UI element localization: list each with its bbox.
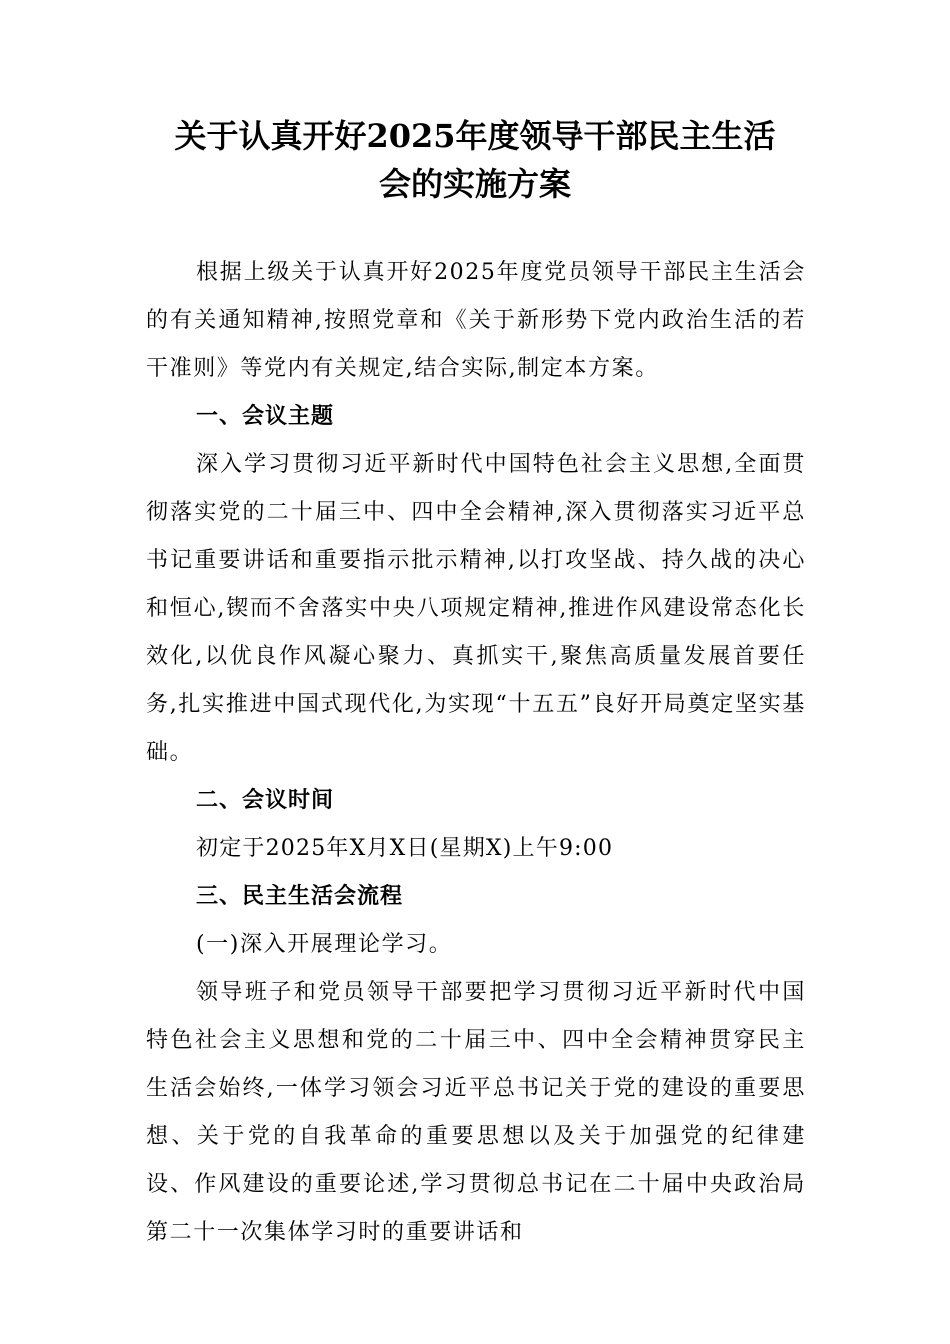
title-line-2: 会的实施方案 [378, 165, 571, 203]
section-3-heading: 三、民主生活会流程 [196, 884, 404, 909]
section-2-heading: 二、会议时间 [196, 788, 335, 813]
section-3-sub-1-paragraph: 领导班子和党员领导干部要把学习贯彻习近平新时代中国特色社会主义思想和党的二十届三中、四中全会精神贯穿民主生活会始终,一体学习领会习近平总书记关于党的建设的重要思想、关于党的自我革命的重要思想以及关于加强党的纪律建设、作风建设的重要论述,学习贯彻总书记在二十届中央政治局第二十一次集体学习时的重要讲话和 [146, 980, 806, 1245]
document-body [146, 249, 806, 1257]
section-1-heading: 一、会议主题 [196, 404, 335, 429]
section-3-subheading-1: (一)深入开展理论学习。 [196, 932, 453, 957]
section-2-paragraph: 初定于2025年X月X日(星期X)上午9:00 [196, 836, 614, 861]
intro-paragraph: 根据上级关于认真开好2025年度党员领导干部民主生活会的有关通知精神,按照党章和《关于新形势下党内政治生活的若干准则》等党内有关规定,结合实际,制定本方案。 [146, 260, 806, 381]
title-line-1: 关于认真开好2025年度领导干部民主生活 [174, 117, 776, 155]
section-1-paragraph: 深入学习贯彻习近平新时代中国特色社会主义思想,全面贯彻落实党的二十届三中、四中全会精神,深入贯彻落实习近平总书记重要讲话和重要指示批示精神,以打攻坚战、持久战的决心和恒心,锲而不舍落实中央八项规定精神,推进作风建设常态化长效化,以优良作风凝心聚力、真抓实干,聚焦高质量发展首要任务,扎实推进中国式现代化,为实现“十五五”良好开局奠定坚实基础。 [146, 452, 806, 765]
document-title [145, 112, 805, 208]
